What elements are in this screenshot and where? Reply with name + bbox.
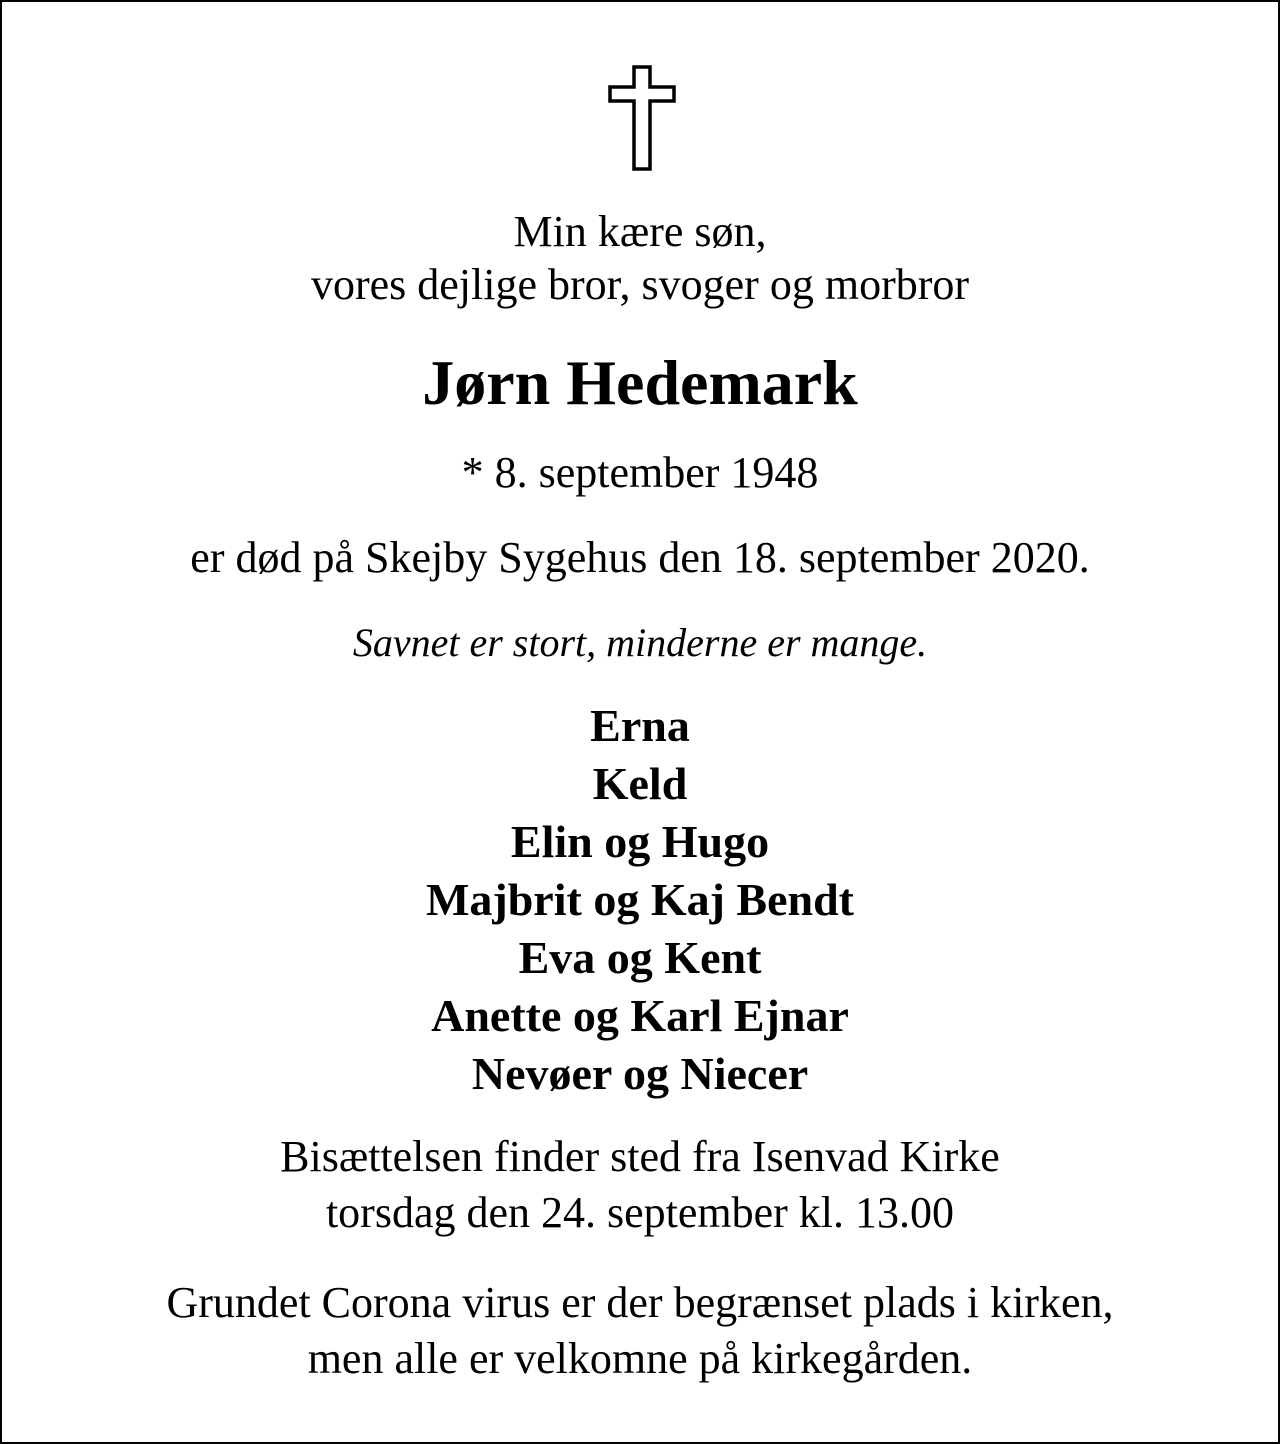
death-statement: er død på Skejby Sygehus den 18. september 2020. xyxy=(190,533,1090,582)
corona-notice-line-1: Grundet Corona virus er der begrænset plads i kirken, xyxy=(166,1278,1114,1327)
memorial-quote: Savnet er stort, minderne er mange. xyxy=(352,620,928,665)
mourner-name: Erna xyxy=(590,700,690,751)
mourner-name: Keld xyxy=(592,758,688,809)
intro-line-2: vores dejlige bror, svoger og morbror xyxy=(310,260,970,309)
mourner-name: Majbrit og Kaj Bendt xyxy=(425,874,854,925)
intro-line-1: Min kære søn, xyxy=(513,207,767,256)
birth-date: * 8. september 1948 xyxy=(461,448,819,497)
mourner-name: Elin og Hugo xyxy=(510,816,770,867)
cross-icon xyxy=(606,64,678,172)
mourner-name: Nevøer og Niecer xyxy=(471,1048,809,1099)
funeral-line-2: torsdag den 24. september kl. 13.00 xyxy=(325,1188,955,1237)
funeral-line-1: Bisættelsen finder sted fra Isenvad Kirke xyxy=(280,1132,1000,1181)
mourner-name: Anette og Karl Ejnar xyxy=(431,990,849,1041)
corona-notice-line-2: men alle er velkomne på kirkegården. xyxy=(307,1334,973,1383)
deceased-name: Jørn Hedemark xyxy=(422,347,858,418)
mourner-name: Eva og Kent xyxy=(518,932,762,983)
